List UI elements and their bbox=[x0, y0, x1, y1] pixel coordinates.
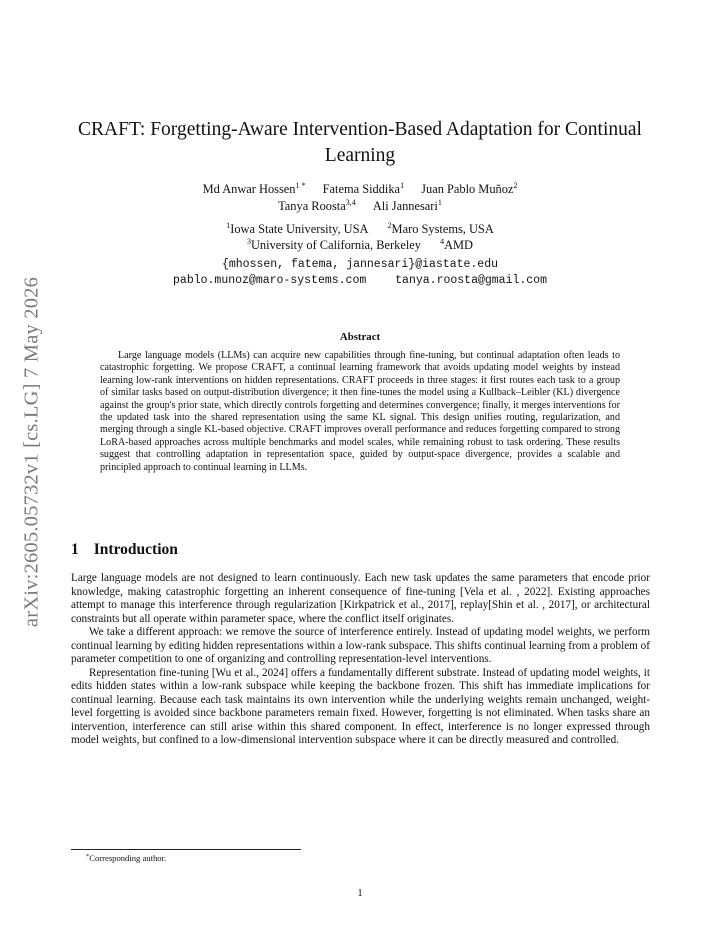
author: Md Anwar Hossen$^{1 *}$ bbox=[202, 181, 306, 196]
section-body bbox=[71, 572, 650, 748]
paragraph: Large language models are not designed to learn continuously. Each new task updates the same parameters that encode prior knowledge, making catastrophic forgetting an inherent consequence of fine-tuning [Vela et al. , 2022]. Existing approaches attempt to manage this interference through regularization [Kirkpatrick et al., 2017], replay[Shin et al. , 2017], or architectural constraints but all operate within parameter space, where the conflict itself originates. bbox=[71, 572, 650, 625]
email-list bbox=[60, 257, 660, 289]
affiliation: $^4$AMD bbox=[440, 237, 473, 252]
section-number: 1 bbox=[71, 541, 79, 558]
page-number: 1 bbox=[357, 887, 363, 899]
email-address: tanya.roosta@gmail.com bbox=[395, 274, 547, 287]
arxiv-identifier: arXiv:2605.05732v1 [cs.LG] 7 May 2026 bbox=[20, 276, 43, 628]
paragraph: Representation fine-tuning [Wu et al., 2024] offers a fundamentally different substrate. Instead of updating model weights, it edits hidden states within a low-rank subspace while keeping the backbone frozen. This shift has immediate implications for continual learning. Because each task maintains its own intervention while the underlying weights remain unchanged, weight-level forgetting is avoided since backbone parameters remain fixed. However, forgetting is not eliminated. When tasks share an intervention, interference can still arise within this shared component. In effect, interference is no longer expressed through model weights, but confined to a low-dimensional intervention subspace where it can be directly measured and controlled. bbox=[71, 666, 650, 746]
author-list bbox=[60, 181, 660, 215]
affiliation: $^1$Iowa State University, USA bbox=[226, 221, 369, 236]
email-address: pablo.munoz@maro-systems.com bbox=[173, 274, 367, 287]
abstract-heading: Abstract bbox=[339, 331, 381, 343]
email-row: {mhossen, fatema, jannesari}@iastate.edu bbox=[221, 258, 499, 271]
footnote bbox=[86, 853, 166, 863]
author: Juan Pablo Muñoz$^2$ bbox=[421, 181, 518, 196]
footnote-mark: * bbox=[86, 853, 90, 860]
section-title: Introduction bbox=[93, 541, 178, 558]
affiliation: $^2$Maro Systems, USA bbox=[387, 221, 494, 236]
author: Fatema Siddika$^1$ bbox=[322, 181, 405, 196]
paper-title: CRAFT: Forgetting-Aware Intervention-Based Adaptation for Continual Learning bbox=[78, 119, 642, 166]
affiliation-row bbox=[60, 221, 660, 237]
author-row bbox=[60, 181, 660, 198]
abstract-text: Large language models (LLMs) can acquire new capabilities through fine-tuning, but continual adaptation often leads to catastrophic forgetting. We propose CRAFT, a continual learning framework that avoids updating model weights by instead learning low-rank interventions on hidden representations. CRAFT proceeds in three stages: it first routes each task to a group of similar tasks based on output-distribution divergence; it then fine-tunes the model using a Kullback–Leibler (KL) divergence against the group's prior state, which directly controls forgetting and determines convergence; finally, it merges interventions for the updated task into the shared representation using the same KL signal. This design unifies routing, regularization, and merging through a single KL-based objective. CRAFT improves overall performance and reduces forgetting compared to strong LoRA-based approaches across multiple benchmarks and model scales, while remaining robust to task ordering. These results suggest that controlling adaptation in representation space, guided by output-space divergence, provides a scalable and principled approach to continual learning in LLMs. bbox=[100, 350, 620, 473]
author: Tanya Roosta$^{3,4}$ bbox=[278, 198, 356, 213]
author: Ali Jannesari$^1$ bbox=[372, 198, 442, 213]
footnote-text: Corresponding author. bbox=[89, 853, 167, 863]
affiliation-row bbox=[60, 237, 660, 253]
paragraph: We take a different approach: we remove the source of interference entirely. Instead of updating model weights, we perform continual learning by editing hidden representations within a low-rank subspace. This shifts continual learning from a problem of parameter competition to one of organizing and controlling representation-level interventions. bbox=[71, 626, 650, 665]
affiliation: $^3$University of California, Berkeley bbox=[246, 237, 421, 252]
affiliation-list bbox=[60, 221, 660, 253]
author-row bbox=[60, 198, 660, 215]
footnote-divider bbox=[71, 849, 301, 850]
section-heading bbox=[71, 541, 178, 559]
arxiv-sidebar bbox=[14, 263, 50, 641]
email-row bbox=[60, 273, 660, 289]
